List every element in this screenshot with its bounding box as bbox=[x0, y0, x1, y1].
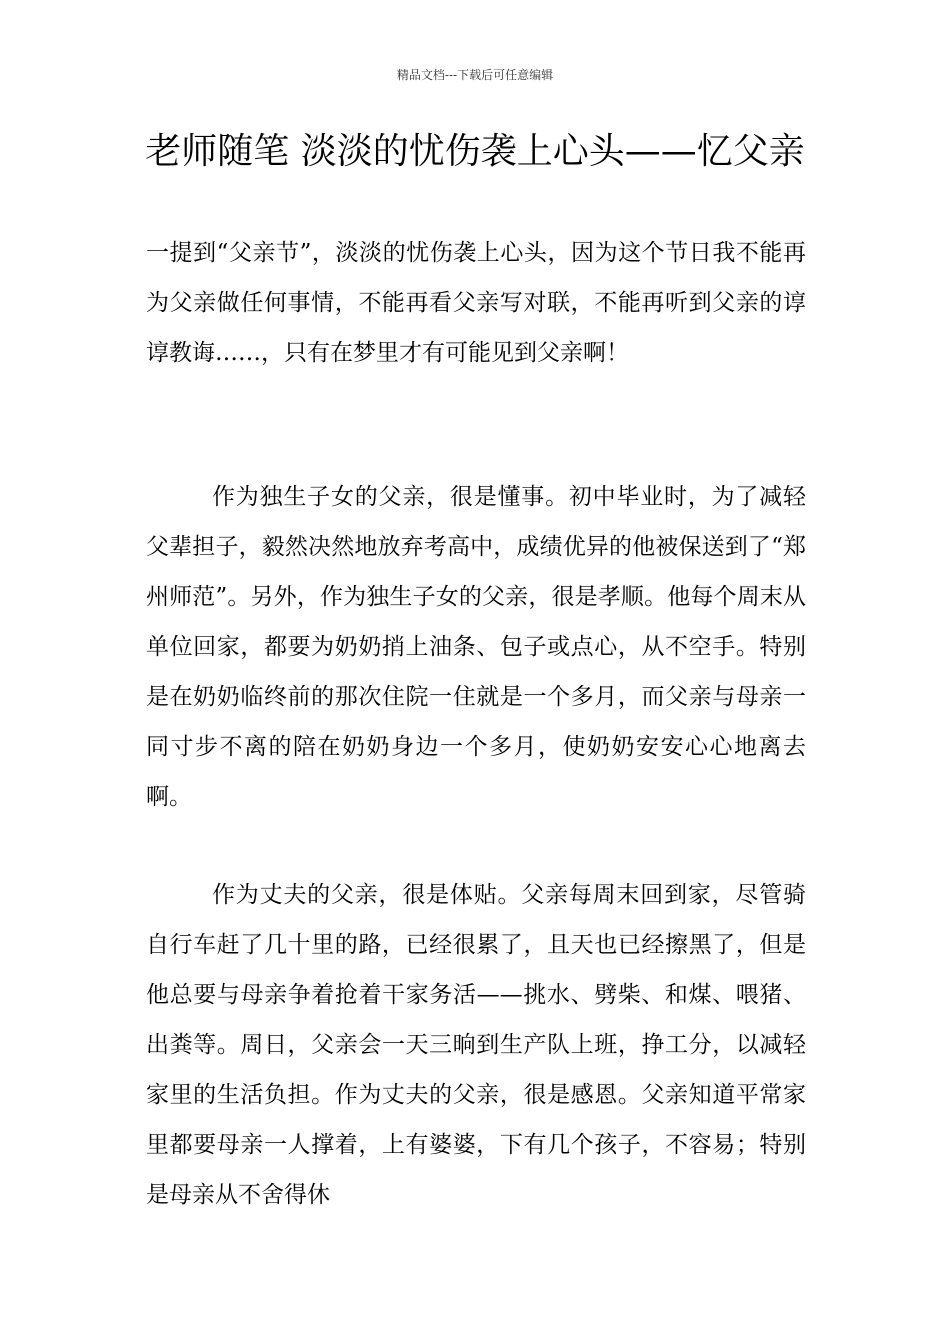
header-note: 精品文档---下载后可任意编辑 bbox=[396, 68, 554, 82]
paragraph-1: 一提到“父亲节”，淡淡的忧伤袭上心头，因为这个节日我不能再为父亲做任何事情，不能再看父亲写对联，不能再听到父亲的谆谆教诲……，只有在梦里才有可能见到父亲啊！ bbox=[146, 240, 806, 366]
document-title: 老师随笔 淡淡的忧伤袭上心头——忆父亲 bbox=[145, 131, 805, 172]
paragraph-3: 作为丈夫的父亲，很是体贴。父亲每周末回到家，尽管骑自行车赶了几十里的路，已经很累了，且天也已经擦黑了，但是他总要与母亲争着抢着干家务活——挑水、劈柴、和煤、喂猪、出粪等。周日，父亲会一天三晌到生产队上班，挣工分，以减轻家里的生活负担。作为丈夫的父亲，很是感恩。父亲知道平常家里都要母亲一人撑着，上有婆婆，下有几个孩子，不容易；特别是母亲从不舍得休 bbox=[146, 882, 806, 1208]
paragraph-2: 作为独生子女的父亲，很是懂事。初中毕业时，为了减轻父辈担子，毅然决然地放弃考高中，成绩优异的他被保送到了“郑州师范”。另外，作为独生子女的父亲，很是孝顺。他每个周末从单位回家，都要为奶奶捎上油条、包子或点心，从不空手。特别是在奶奶临终前的那次住院一住就是一个多月，而父亲与母亲一同寸步不离的陪在奶奶身边一个多月，使奶奶安安心心地离去啊。 bbox=[146, 484, 806, 810]
